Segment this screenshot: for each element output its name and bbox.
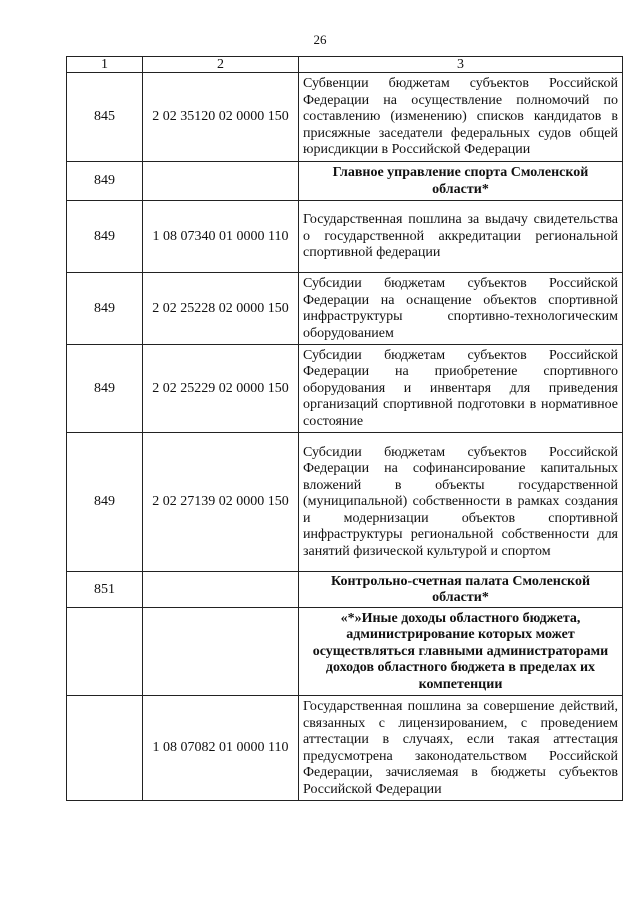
table-row [67, 273, 623, 345]
revenue-description-cell: Государственная пошлина за выдачу свидетельства о государственной аккредитации региональной спортивной федерации [299, 201, 623, 273]
admin-code-cell: 851 [67, 572, 143, 608]
revenue-code-cell [143, 162, 299, 201]
admin-code-cell: 849 [67, 201, 143, 273]
admin-code-cell: 849 [67, 433, 143, 572]
section-heading-cell: «*»Иные доходы областного бюджета, администрирование которых может осуществляться главными администраторами доходов областного бюджета в пределах их компетенции [299, 608, 623, 696]
revenue-code-cell [143, 572, 299, 608]
admin-code-cell: 845 [67, 73, 143, 162]
revenue-description-cell: Субсидии бюджетам субъектов Российской Федерации на софинансирование капитальных вложений в объекты государственной (муниципальной) собственности в рамках создания и модернизации объектов спортивной инфраструктуры региональной собственности для занятий физической культурой и спортом [299, 433, 623, 572]
revenue-code-cell: 2 02 27139 02 0000 150 [143, 433, 299, 572]
administrator-heading-cell: Контрольно-счетная палата Смоленской области* [299, 572, 623, 608]
administrator-heading-cell: Главное управление спорта Смоленской области* [299, 162, 623, 201]
table-row [67, 162, 623, 201]
admin-code-cell: 849 [67, 162, 143, 201]
revenue-description-cell: Субвенции бюджетам субъектов Российской Федерации на осуществление полномочий по составлению (изменению) списков кандидатов в присяжные заседатели федеральных судов общей юрисдикции в Российской Федерации [299, 73, 623, 162]
admin-code-cell: 849 [67, 273, 143, 345]
page-number: 26 [313, 32, 327, 47]
table-row [67, 608, 623, 696]
revenue-code-cell: 1 08 07340 01 0000 110 [143, 201, 299, 273]
admin-code-cell [67, 696, 143, 801]
table-row [67, 433, 623, 572]
column-header-1: 1 [67, 57, 143, 73]
revenue-codes-table [66, 56, 623, 801]
column-header-2: 2 [143, 57, 299, 73]
admin-code-cell [67, 608, 143, 696]
revenue-code-cell [143, 608, 299, 696]
column-header-3: 3 [299, 57, 623, 73]
revenue-description-cell: Субсидии бюджетам субъектов Российской Федерации на приобретение спортивного оборудования и инвентаря для приведения организаций спортивной подготовки в нормативное состояние [299, 345, 623, 433]
table-row [67, 572, 623, 608]
table-row [67, 345, 623, 433]
revenue-code-cell: 2 02 35120 02 0000 150 [143, 73, 299, 162]
admin-code-cell: 849 [67, 345, 143, 433]
table-header-row [67, 57, 623, 73]
revenue-description-cell: Государственная пошлина за совершение действий, связанных с лицензированием, с проведением аттестации в случаях, если такая аттестация предусмотрена законодательством Российской Федерации, зачисляемая в бюджеты субъектов Российской Федерации [299, 696, 623, 801]
table-row [67, 696, 623, 801]
revenue-description-cell: Субсидии бюджетам субъектов Российской Федерации на оснащение объектов спортивной инфраструктуры спортивно-технологическим оборудованием [299, 273, 623, 345]
revenue-code-cell: 2 02 25228 02 0000 150 [143, 273, 299, 345]
table-row [67, 73, 623, 162]
table-row [67, 201, 623, 273]
revenue-code-cell: 2 02 25229 02 0000 150 [143, 345, 299, 433]
revenue-code-cell: 1 08 07082 01 0000 110 [143, 696, 299, 801]
